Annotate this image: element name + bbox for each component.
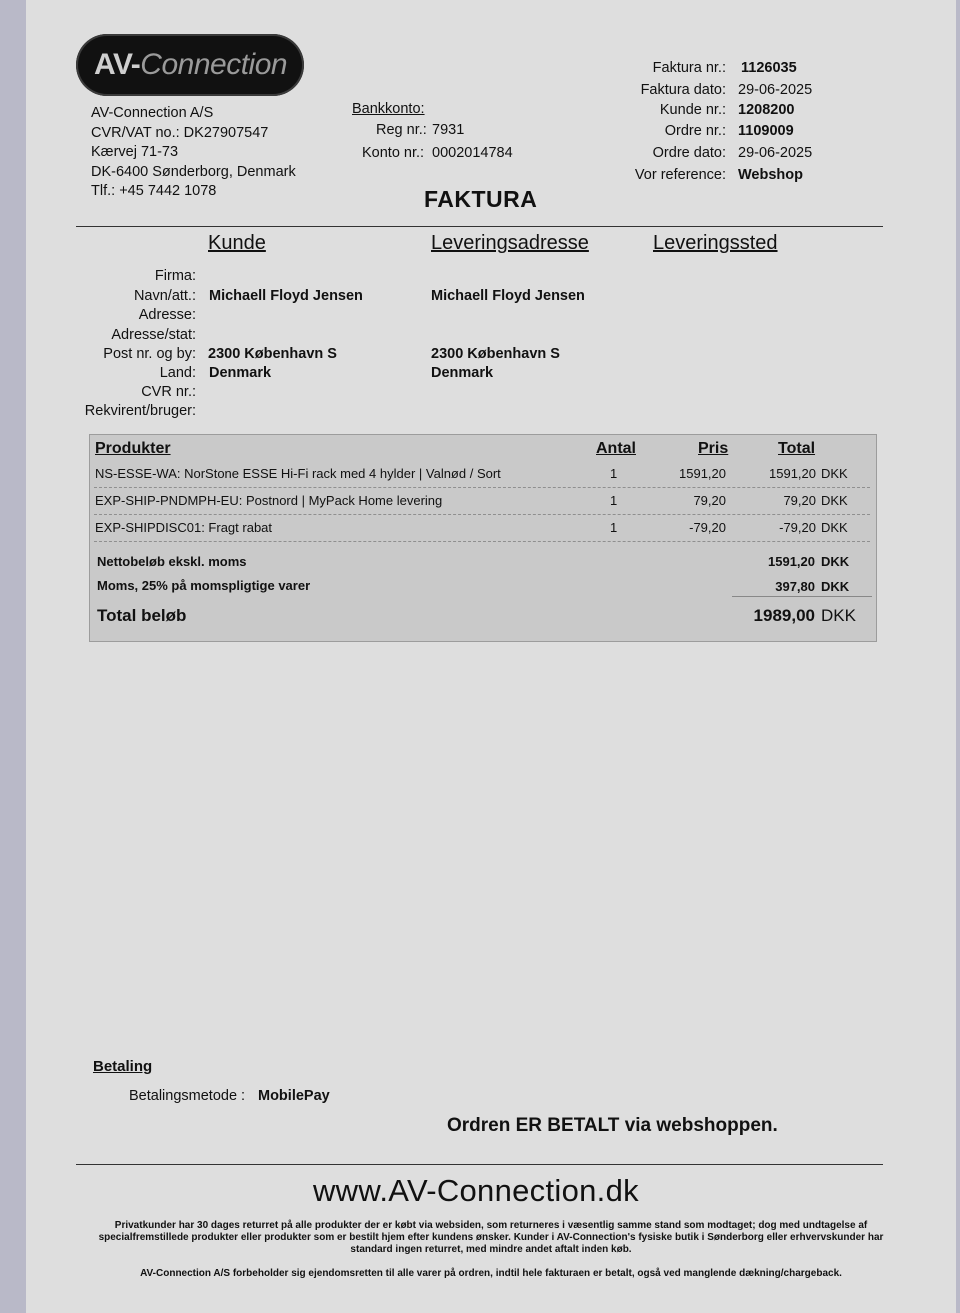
label-rekvirent: Rekvirent/bruger: [84, 403, 196, 419]
delivery-land: Denmark [431, 365, 494, 381]
company-street: Kærvej 71-73 [91, 144, 179, 160]
ownership-text: AV-Connection A/S forbeholder sig ejendomsretten til alle varer på ordren, indtil hele fakturaen er betalt, også ved manglende dækning/chargeback. [140, 1268, 842, 1279]
faktura-dato-label: Faktura dato: [640, 82, 726, 98]
total-label: Total beløb [97, 606, 187, 625]
ordre-nr: 1109009 [738, 123, 794, 139]
label-land: Land: [159, 365, 196, 381]
company-name: AV-Connection A/S [91, 105, 214, 121]
header-total: Total [778, 440, 816, 457]
logo-text [94, 48, 287, 82]
label-navn: Navn/att.: [133, 288, 196, 304]
label-post: Post nr. og by: [103, 346, 196, 362]
header-divider [76, 226, 883, 227]
netto-value: 1591,20 [768, 554, 815, 569]
bank-reg-label: Reg nr.: [376, 122, 427, 138]
product-row [94, 515, 870, 542]
label-adresse-stat: Adresse/stat: [111, 327, 196, 343]
customer-post: 2300 København S [208, 346, 337, 362]
product-currency: DKK [821, 493, 848, 508]
section-leveringsadresse: Leveringsadresse [431, 232, 589, 254]
delivery-navn: Michaell Floyd Jensen [431, 288, 585, 304]
return-policy-text: Privatkunder har 30 dages returret på alle produkter der er købt via websiden, som returneres i væsentlig samme stand som modtaget; dog med undtagelse af specialfremstillede produkter eller produkter som er bestilt hjem efter kundens ønsker. Kunder i AV-Connection's fysiske butik i Sønderborg eller erhvervskunder har standard ingen returret, med mindre andet aftalt inden køb. [98, 1220, 884, 1255]
faktura-dato: 29-06-2025 [738, 82, 813, 98]
faktura-nr: 1126035 [741, 60, 797, 76]
header-pris: Pris [698, 440, 729, 457]
customer-land: Denmark [209, 365, 272, 381]
delivery-post: 2300 København S [431, 346, 560, 362]
logo-text-main: AV- [94, 48, 141, 81]
netto-currency: DKK [821, 554, 850, 569]
product-pris: 79,20 [693, 493, 726, 508]
product-total: 1591,20 [769, 466, 816, 481]
ordre-dato-label: Ordre dato: [652, 145, 726, 161]
total-currency: DKK [821, 606, 856, 625]
product-antal: 1 [610, 520, 618, 535]
payment-method-value: MobilePay [258, 1088, 330, 1104]
footer-divider [76, 1164, 883, 1165]
bank-konto-value: 0002014784 [432, 145, 513, 161]
row-divider [94, 541, 870, 542]
payment-title: Betaling [93, 1058, 153, 1075]
invoice-page [26, 0, 956, 1313]
product-pris: -79,20 [689, 520, 726, 535]
label-firma: Firma: [154, 268, 196, 284]
section-kunde: Kunde [208, 232, 266, 254]
faktura-nr-label: Faktura nr.: [652, 60, 726, 76]
product-currency: DKK [821, 466, 848, 481]
customer-navn: Michaell Floyd Jensen [209, 288, 363, 304]
ordre-dato: 29-06-2025 [738, 145, 813, 161]
kunde-nr-label: Kunde nr.: [659, 102, 726, 118]
moms-label: Moms, 25% på momspligtige varer [97, 578, 311, 593]
bank-konto-label: Konto nr.: [362, 145, 425, 161]
document-title: FAKTURA [424, 186, 538, 212]
header-produkter: Produkter [95, 440, 171, 457]
reference: Webshop [738, 167, 803, 183]
company-phone: Tlf.: +45 7442 1078 [91, 183, 217, 199]
product-antal: 1 [610, 466, 618, 481]
payment-status: Ordren ER BETALT via webshoppen. [447, 1115, 778, 1136]
label-adresse: Adresse: [138, 307, 196, 323]
website-url[interactable]: www.AV-Connection.dk [313, 1173, 639, 1208]
bank-title: Bankkonto: [352, 101, 425, 117]
total-value: 1989,00 [753, 606, 815, 625]
company-address [91, 104, 296, 202]
kunde-nr: 1208200 [738, 102, 795, 118]
product-total: -79,20 [779, 520, 816, 535]
product-antal: 1 [610, 493, 618, 508]
product-desc: EXP-SHIP-PNDMPH-EU: Postnord | MyPack Home levering [95, 493, 443, 508]
payment-method-label: Betalingsmetode : [129, 1088, 246, 1104]
product-currency: DKK [821, 520, 848, 535]
moms-value: 397,80 [775, 579, 815, 594]
company-vat: CVR/VAT no.: DK27907547 [91, 124, 269, 141]
product-desc: EXP-SHIPDISC01: Fragt rabat [95, 520, 273, 535]
moms-currency: DKK [821, 579, 850, 594]
ordre-nr-label: Ordre nr.: [664, 123, 726, 139]
header-antal: Antal [596, 440, 636, 457]
company-city: DK-6400 Sønderborg, Denmark [91, 163, 296, 180]
product-row [94, 488, 870, 515]
product-pris: 1591,20 [679, 466, 726, 481]
product-desc: NS-ESSE-WA: NorStone ESSE Hi-Fi rack med 4 hylder | Valnød / Sort [95, 466, 501, 481]
product-row [94, 461, 870, 488]
netto-label: Nettobeløb ekskl. moms [97, 554, 247, 569]
section-leveringssted: Leveringssted [653, 232, 778, 254]
label-cvr: CVR nr.: [141, 384, 196, 400]
company-logo [76, 34, 304, 96]
logo-text-light: Connection [140, 48, 288, 81]
reference-label: Vor reference: [634, 167, 726, 183]
product-total: 79,20 [783, 493, 816, 508]
total-divider [732, 596, 872, 597]
bank-reg-value: 7931 [432, 122, 465, 138]
